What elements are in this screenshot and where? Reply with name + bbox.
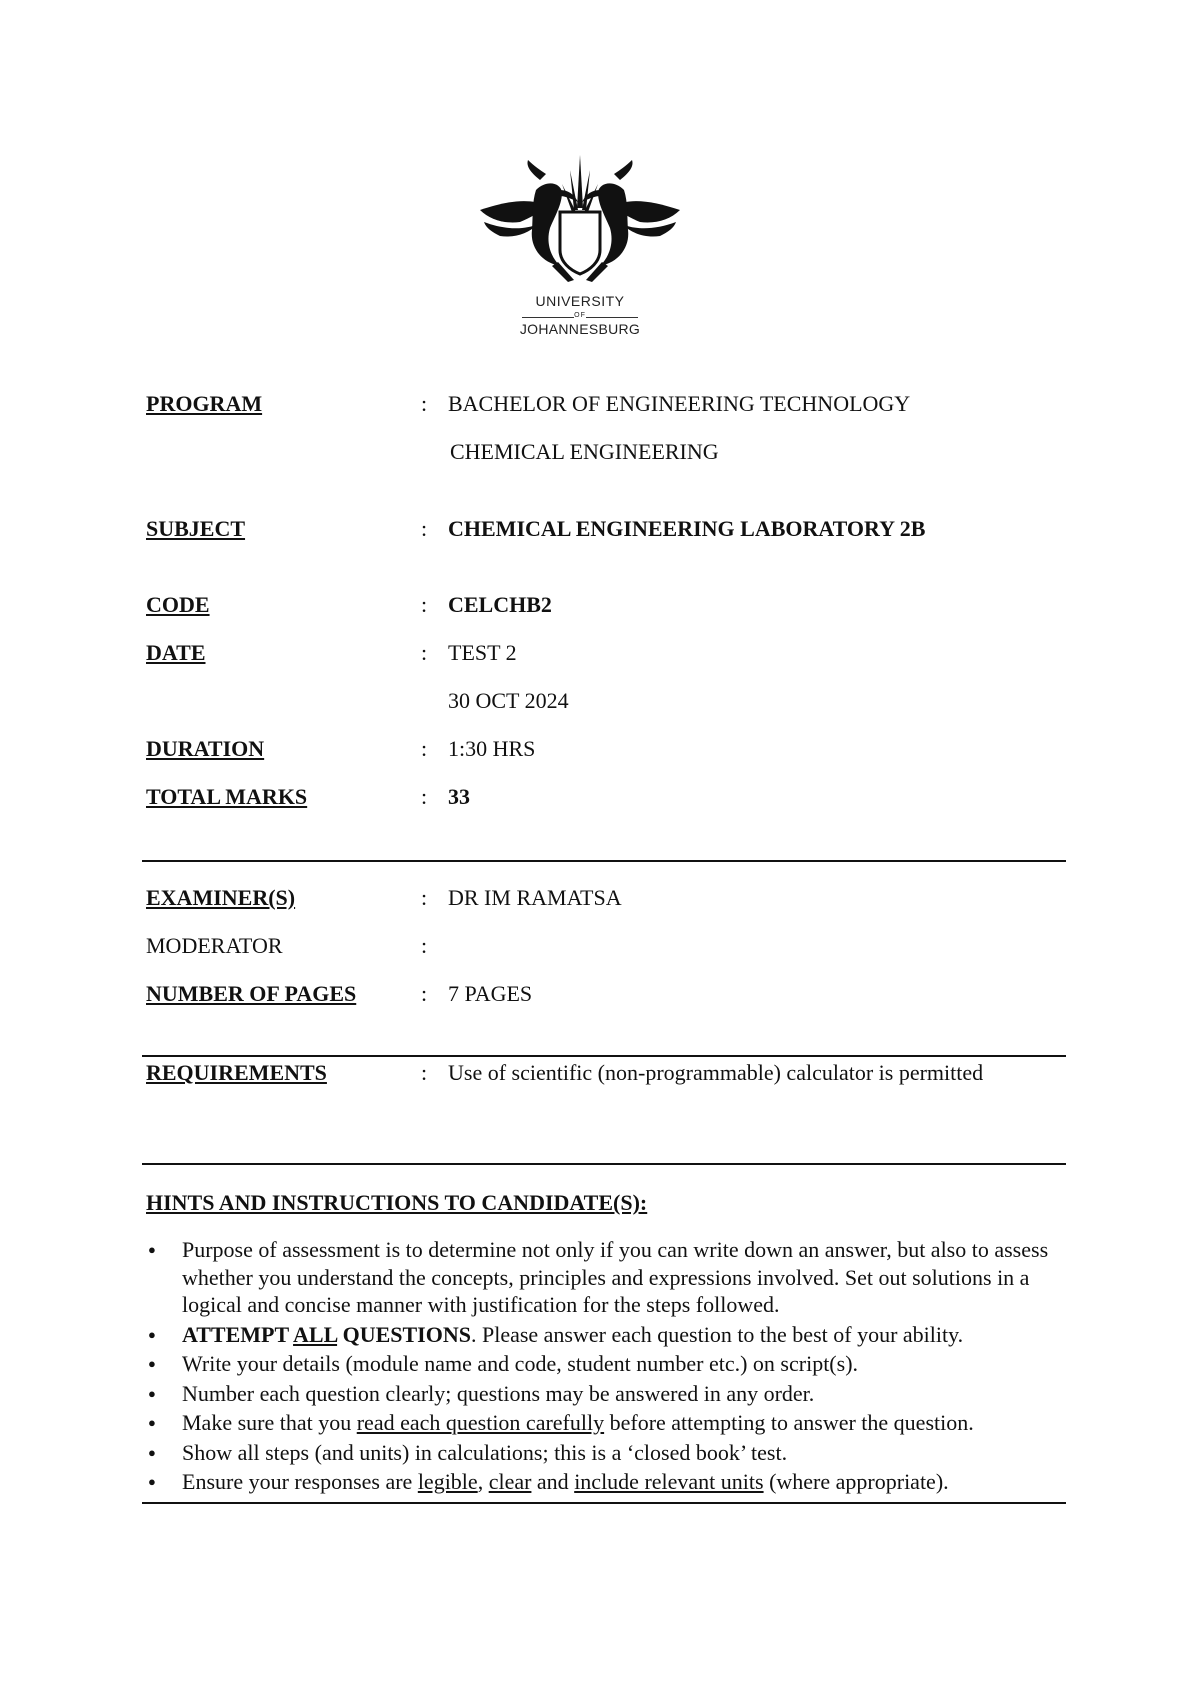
- hint-number: [146, 1380, 1066, 1408]
- program-label: PROGRAM: [146, 391, 263, 416]
- date-value-line2: 30 OCT 2024: [448, 688, 569, 713]
- logo-university-text: UNIVERSITY: [535, 293, 625, 309]
- hint-attempt-c: QUESTIONS: [337, 1321, 471, 1347]
- code-value: CELCHB2: [448, 592, 552, 617]
- total-marks-value: 33: [448, 784, 470, 809]
- hint-steps: [146, 1439, 1066, 1467]
- hint-attempt-a: ATTEMPT: [182, 1321, 294, 1347]
- hint-attempt: [146, 1321, 1066, 1349]
- program-value-line2: CHEMICAL ENGINEERING: [450, 439, 719, 464]
- hint-number-text: Number each question clearly; questions may be answered in any order.: [182, 1380, 815, 1406]
- pages-value: 7 PAGES: [448, 981, 533, 1006]
- hint-purpose-text: Purpose of assessment is to determine not only if you can write down an answer, but also to assess whether you understand the concepts, principles and expressions involved. Set out solutions in a logical and concise manner with justification for the steps followed.: [182, 1237, 1049, 1317]
- hint-read-c: before attempting to answer the question.: [604, 1410, 974, 1435]
- hornbill-crest-icon: [470, 150, 690, 290]
- hint-read: [146, 1409, 1066, 1437]
- divider-2: [142, 1055, 1066, 1057]
- requirements-value: Use of scientific (non-programmable) calculator is permitted: [448, 1060, 984, 1085]
- total-marks-colon: :: [421, 784, 428, 809]
- hint-ensure-b: legible: [417, 1469, 478, 1494]
- pages-label: NUMBER OF PAGES: [146, 981, 357, 1006]
- logo-johannesburg-text: JOHANNESBURG: [519, 321, 641, 337]
- hint-ensure: [146, 1468, 1066, 1496]
- program-value-line1: BACHELOR OF ENGINEERING TECHNOLOGY: [448, 391, 911, 416]
- logo-of-text: OF: [574, 312, 586, 319]
- hint-read-a: Make sure that you: [182, 1410, 357, 1435]
- hint-ensure-c: ,: [477, 1469, 489, 1494]
- examiners-colon: :: [421, 885, 428, 910]
- university-logo: [470, 150, 690, 340]
- subject-value: CHEMICAL ENGINEERING LABORATORY 2B: [448, 516, 926, 541]
- program-colon: :: [421, 391, 428, 416]
- examiners-label: EXAMINER(S): [146, 885, 296, 910]
- subject-colon: :: [421, 516, 428, 541]
- hint-details: [146, 1350, 1066, 1378]
- hint-read-b: read each question carefully: [356, 1410, 605, 1435]
- code-label: CODE: [146, 592, 210, 617]
- hint-ensure-e: and: [531, 1469, 575, 1494]
- hint-ensure-d: clear: [488, 1469, 532, 1494]
- hint-attempt-d: . Please answer each question to the best of your ability.: [470, 1321, 964, 1347]
- hint-ensure-g: (where appropriate).: [763, 1469, 949, 1494]
- logo-rule-right: [586, 317, 638, 318]
- date-colon: :: [421, 640, 428, 665]
- hint-details-text: Write your details (module name and code, student number etc.) on script(s).: [182, 1351, 859, 1376]
- hints-title: HINTS AND INSTRUCTIONS TO CANDIDATE(S):: [146, 1190, 648, 1215]
- moderator-label: MODERATOR: [146, 933, 283, 958]
- subject-label: SUBJECT: [146, 516, 246, 541]
- hint-purpose: [146, 1236, 1066, 1319]
- pages-colon: :: [421, 981, 428, 1006]
- duration-label: DURATION: [146, 736, 265, 761]
- date-value-line1: TEST 2: [448, 640, 517, 665]
- examiners-value: DR IM RAMATSA: [448, 885, 622, 910]
- requirements-colon: :: [421, 1060, 428, 1085]
- duration-value: 1:30 HRS: [448, 736, 536, 761]
- hint-steps-text: Show all steps (and units) in calculations; this is a ‘closed book’ test.: [182, 1439, 788, 1465]
- hint-ensure-a: Ensure your responses are: [182, 1469, 418, 1494]
- hint-attempt-b: ALL: [293, 1321, 338, 1347]
- hint-ensure-f: include relevant units: [574, 1469, 764, 1494]
- total-marks-label: TOTAL MARKS: [146, 784, 308, 809]
- divider-1: [142, 860, 1066, 862]
- duration-colon: :: [421, 736, 428, 761]
- hints-list: [146, 1236, 1066, 1498]
- requirements-label: REQUIREMENTS: [146, 1060, 327, 1085]
- divider-3: [142, 1163, 1066, 1165]
- date-label: DATE: [146, 640, 206, 665]
- code-colon: :: [421, 592, 428, 617]
- moderator-colon: :: [421, 933, 428, 958]
- divider-4: [142, 1502, 1066, 1504]
